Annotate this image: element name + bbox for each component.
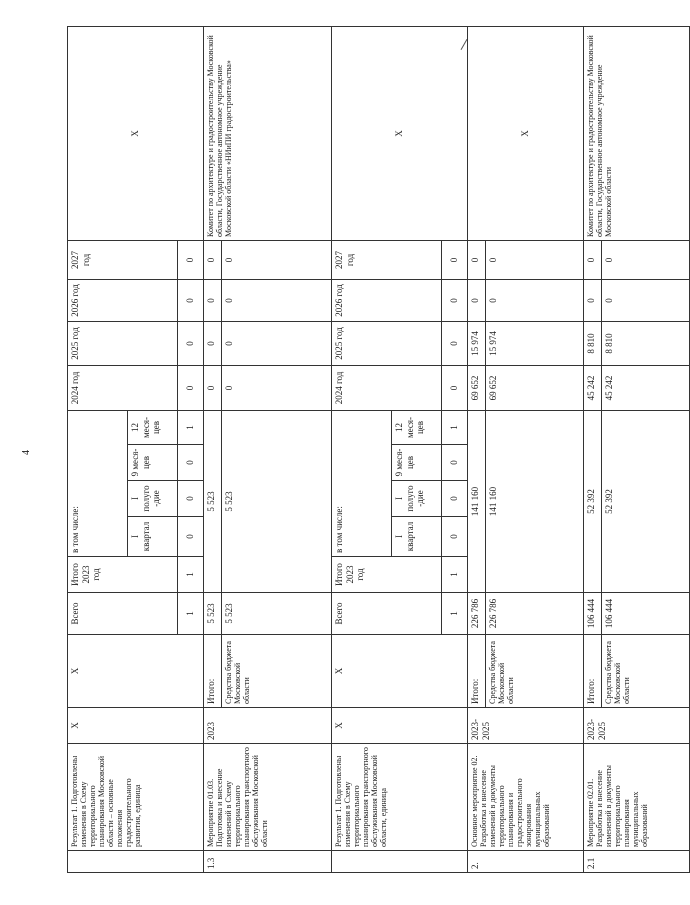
main-measure-2-total-row	[468, 26, 486, 872]
measure-1-3-total-row	[204, 26, 222, 872]
value-cell: 0	[442, 517, 468, 557]
value-cell: 0	[222, 321, 332, 365]
value-cell: 0	[468, 240, 486, 279]
row-number: 2.1	[584, 851, 690, 873]
year2023-value: 141 160	[486, 410, 584, 592]
executor-cell: Комитет по архитектуре и градостроительству Московской области, Государственное автономное учреждение Московской области	[584, 26, 690, 240]
row-number	[68, 851, 204, 873]
rotated-page	[67, 27, 649, 873]
value-cell: 45 242	[602, 365, 690, 410]
total-value: 5 523	[204, 593, 222, 635]
row-number: 1.3	[204, 851, 332, 873]
period-cell: 2023-2025	[584, 708, 690, 744]
value-cell: 0	[204, 365, 222, 410]
m9-header: 9 меся-цев	[392, 445, 442, 481]
row-number: 2.	[468, 851, 584, 873]
value-cell: 0	[442, 321, 468, 365]
value-cell: 0	[584, 279, 602, 321]
year2023-header: Итого 2023 год	[332, 557, 442, 593]
result-name: Результат 1. Подготовлены изменения в Схему территориального планирования транспортного обслуживания Московской области, единица	[332, 744, 468, 851]
value-cell: 0	[442, 279, 468, 321]
y2027-header: 2027 год	[332, 240, 442, 279]
q1-header: I квартал	[392, 517, 442, 557]
value-cell: 0	[468, 279, 486, 321]
including-header: в том числе:	[68, 410, 128, 556]
value-cell: 0	[602, 240, 690, 279]
value-cell: 0	[178, 445, 204, 481]
executor-cell: X	[68, 26, 204, 240]
value-cell: 1	[178, 410, 204, 444]
year2023-value: 141 160	[468, 410, 486, 592]
total-header: Всего	[68, 593, 178, 635]
result-row-2-header	[332, 26, 392, 872]
source-cell: X	[332, 635, 468, 708]
value-cell: 0	[178, 517, 204, 557]
value-cell: 0	[178, 321, 204, 365]
measure-name: Основное мероприятие 02. Разработка и внесение изменений в документы территориального планирования и градостроительного зонирования муниципальных образований	[468, 744, 584, 851]
value-cell: 1	[178, 593, 204, 635]
result-name: Результат 1. Подготовлены изменения в Схему территориального планирования Московской области – основные положения градостроительного развития, единица	[68, 744, 204, 851]
source-total-label: Итого:	[584, 635, 602, 708]
value-cell: 0	[584, 240, 602, 279]
value-cell: 0	[486, 240, 584, 279]
m9-header: 9 меся-цев	[128, 445, 178, 481]
value-cell: 0	[204, 279, 222, 321]
result-row-1-header	[68, 26, 128, 872]
year2023-value: 5 523	[204, 410, 222, 592]
y2024-header: 2024 год	[332, 365, 442, 410]
value-cell: 1	[442, 557, 468, 593]
value-cell: 15 974	[468, 321, 486, 365]
source-budget-label: Средства бюджета Московской области	[602, 635, 690, 708]
y2026-header: 2026 год	[68, 279, 178, 321]
y2025-header: 2025 год	[332, 321, 442, 365]
including-header: в том числе:	[332, 410, 392, 556]
value-cell: 0	[178, 240, 204, 279]
y2025-header: 2025 год	[68, 321, 178, 365]
value-cell: 0	[602, 279, 690, 321]
total-value: 226 786	[486, 593, 584, 635]
program-table	[67, 26, 690, 873]
period-cell: X	[332, 708, 468, 744]
value-cell: 1	[442, 410, 468, 444]
year2023-value: 52 392	[602, 410, 690, 592]
value-cell: 1	[442, 593, 468, 635]
period-cell: 2023	[204, 708, 332, 744]
y2024-header: 2024 год	[68, 365, 178, 410]
value-cell: 69 652	[468, 365, 486, 410]
value-cell: 0	[178, 279, 204, 321]
total-value: 106 444	[584, 593, 602, 635]
value-cell: 15 974	[486, 321, 584, 365]
executor-cell: Комитет по архитектуре и градостроительству Московской области, Государственное автономное учреждение Московской области «НИиПИ градостроительства»	[204, 26, 332, 240]
value-cell: 0	[222, 240, 332, 279]
total-value: 106 444	[602, 593, 690, 635]
row-number	[332, 851, 468, 873]
period-cell: X	[68, 708, 204, 744]
value-cell: 45 242	[584, 365, 602, 410]
value-cell: 8 810	[584, 321, 602, 365]
source-total-label: Итого:	[468, 635, 486, 708]
y2027-header: 2027 год	[68, 240, 178, 279]
measure-name: Мероприятие 01.03. Подготовка и внесение изменений в Схему территориального планирования транспортного обслуживания Московской области	[204, 744, 332, 851]
value-cell: 69 652	[486, 365, 584, 410]
value-cell: 0	[204, 240, 222, 279]
total-value: 226 786	[468, 593, 486, 635]
value-cell: 0	[442, 481, 468, 517]
year2023-value: 5 523	[222, 410, 332, 592]
value-cell: 1	[178, 557, 204, 593]
m12-header: 12 меся-цев	[128, 410, 178, 444]
total-value: 5 523	[222, 593, 332, 635]
value-cell: 0	[442, 240, 468, 279]
source-cell: X	[68, 635, 204, 708]
y2026-header: 2026 год	[332, 279, 442, 321]
page-number: 4	[21, 450, 32, 455]
value-cell: 0	[204, 321, 222, 365]
value-cell: 0	[222, 279, 332, 321]
q1-header: I квартал	[128, 517, 178, 557]
source-budget-label: Средства бюджета Московской области	[222, 635, 332, 708]
half-header: I полуго-дие	[392, 481, 442, 517]
value-cell: 0	[222, 365, 332, 410]
value-cell: 0	[178, 481, 204, 517]
half-header: I полуго-дие	[128, 481, 178, 517]
value-cell: 0	[442, 445, 468, 481]
total-header: Всего	[332, 593, 442, 635]
measure-name: Мероприятие 02.01. Разработка и внесение изменений в документы территориального планирования муниципальных образований	[584, 744, 690, 851]
value-cell: 0	[178, 365, 204, 410]
source-budget-label: Средства бюджета Московской области	[486, 635, 584, 708]
m12-header: 12 меся-цев	[392, 410, 442, 444]
value-cell: 8 810	[602, 321, 690, 365]
year2023-value: 52 392	[584, 410, 602, 592]
executor-cell: X	[332, 26, 468, 240]
executor-cell: X	[468, 26, 584, 240]
year2023-header: Итого 2023 год	[68, 557, 178, 593]
source-total-label: Итого:	[204, 635, 222, 708]
measure-2-1-total-row	[584, 26, 602, 872]
value-cell: 0	[442, 365, 468, 410]
period-cell: 2023-2025	[468, 708, 584, 744]
value-cell: 0	[486, 279, 584, 321]
